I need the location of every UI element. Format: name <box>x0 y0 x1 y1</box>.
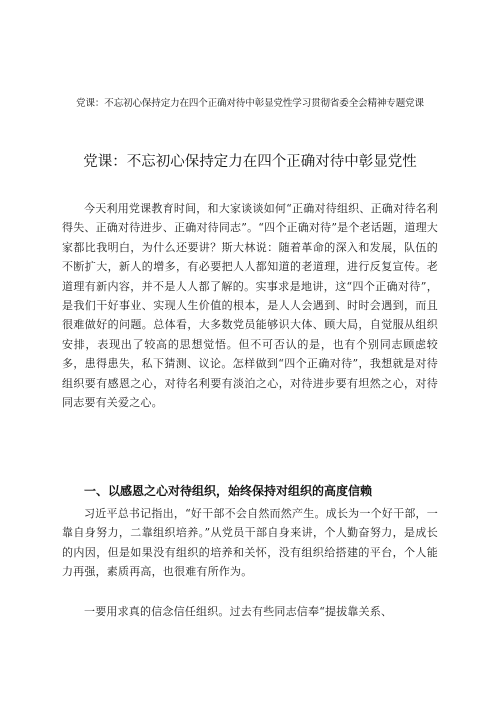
intro-paragraph: 今天利用党课教育时间，和大家谈谈如何“正确对待组织、正确对待名利得失、正确对待进步、正确对待同志”。“四个正确对待”是个老话题，道理大家都比我明白，为什么还要讲？斯大林说：随着革命的深入和发展，队伍的不断扩大，新人的增多，有必要把人人都知道的老道理，进行反复宣传。老道理有新内容，并不是人人都了解的。实事求是地讲，这“四个正确对待”，是我们干好事业、实现人生价值的根本，是人人会遇到、时时会遇到，而且很难做好的问题。总体看，大多数党员能够识大体、顾大局，自觉服从组织安排，表现出了较高的思想觉悟。但不可否认的是，也有个别同志顾虑较多，患得患失，私下猜测、议论。怎样做到“四个正确对待”，我想就是对待组织要有感恩之心，对待名利要有淡泊之心，对待进步要有坦然之心，对待同志要有关爱之心。 <box>62 202 438 410</box>
document-title: 党课：不忘初心保持定力在四个正确对待中彰显党性 <box>83 154 417 170</box>
section-heading-1: 一、以感恩之心对待组织，始终保持对组织的高度信赖 <box>84 484 373 498</box>
intro-section <box>62 199 438 412</box>
section-1-paragraph-block-2 <box>62 602 438 621</box>
section-1-paragraph-2: 一要用求真的信念信任组织。过去有些同志信奉“提拔靠关系、 <box>84 605 393 618</box>
section-1-paragraph-block <box>62 504 438 582</box>
running-header: 党课：不忘初心保持定力在四个正确对待中彰显党性学习贯彻省委全会精神专题党课 <box>76 98 424 109</box>
section-1-paragraph-1: 习近平总书记指出，“好干部不会自然而然产生。成长为一个好干部，一靠自身努力，二靠组织培养。”从党员干部自身来讲，个人勤奋努力，是成长的内因，但是如果没有组织的培养和关怀，没有组织给搭建的平台，个人能力再强，素质再高，也很难有所作为。 <box>62 507 438 579</box>
